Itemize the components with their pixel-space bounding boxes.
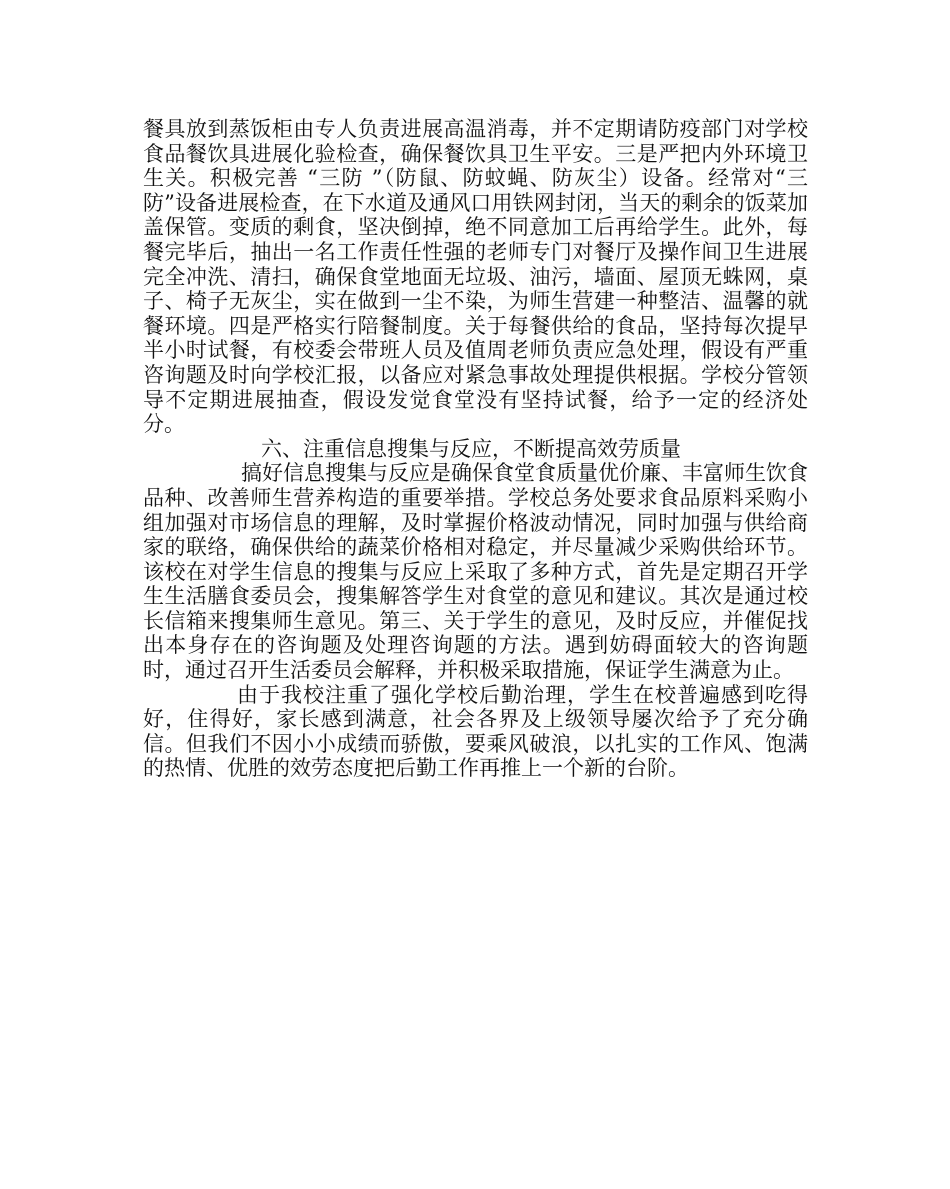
section-heading: 六、注重信息搜集与反应，不断提高效劳质量 xyxy=(261,436,681,461)
document-body xyxy=(143,117,808,781)
paragraph-conclusion: 由于我校注重了强化学校后勤治理，学生在校普遍感到吃得好，住得好，家长感到满意，社会各界及上级领导屡次给予了充分确信。但我们不因小小成绩而骄傲，要乘风破浪，以扎实的工作风、饱满的热情、优胜的效劳态度把后勤工作再推上一个新的台阶。 xyxy=(143,682,808,781)
paragraph-hygiene: 餐具放到蒸饭柜由专人负责进展高温消毒，并不定期请防疫部门对学校食品餐饮具进展化验检查，确保餐饮具卫生平安。三是严把内外环境卫生关。积极完善 “三防 ”（防鼠、防蚊蝇、防灰尘）设备。经常对“三防”设备进展检查，在下水道及通风口用铁网封闭，当天的剩余的饭菜加盖保管。变质的剩食，坚决倒掉，绝不同意加工后再给学生。此外，每餐完毕后，抽出一名工作责任性强的老师专门对餐厅及操作间卫生进展完全冲洗、清扫，确保食堂地面无垃圾、油污，墙面、屋顶无蛛网，桌子、椅子无灰尘，实在做到一尘不染，为师生营建一种整洁、温馨的就餐环境。四是严格实行陪餐制度。关于每餐供给的食品，坚持每次提早半小时试餐，有校委会带班人员及值周老师负责应急处理，假设有严重咨询题及时向学校汇报，以备应对紧急事故处理提供根据。学校分管领导不定期进展抽查，假设发觉食堂没有坚持试餐，给予一定的经济处分。 xyxy=(143,117,808,437)
paragraph-information: 搞好信息搜集与反应是确保食堂食质量优价廉、丰富师生饮食品种、改善师生营养构造的重要举措。学校总务处要求食品原料采购小组加强对市场信息的理解，及时掌握价格波动情况，同时加强与供给商家的联络，确保供给的蔬菜价格相对稳定，并尽量减少采购供给环节。该校在对学生信息的搜集与反应上采取了多种方式，首先是定期召开学生生活膳食委员会，搜集解答学生对食堂的意见和建议。其次是通过校长信箱来搜集师生意见。第三、关于学生的意见，及时反应，并催促找出本身存在的咨询题及处理咨询题的方法。遇到妨碍面较大的咨询题时，通过召开生活委员会解释，并积极采取措施，保证学生满意为止。 xyxy=(143,461,808,683)
